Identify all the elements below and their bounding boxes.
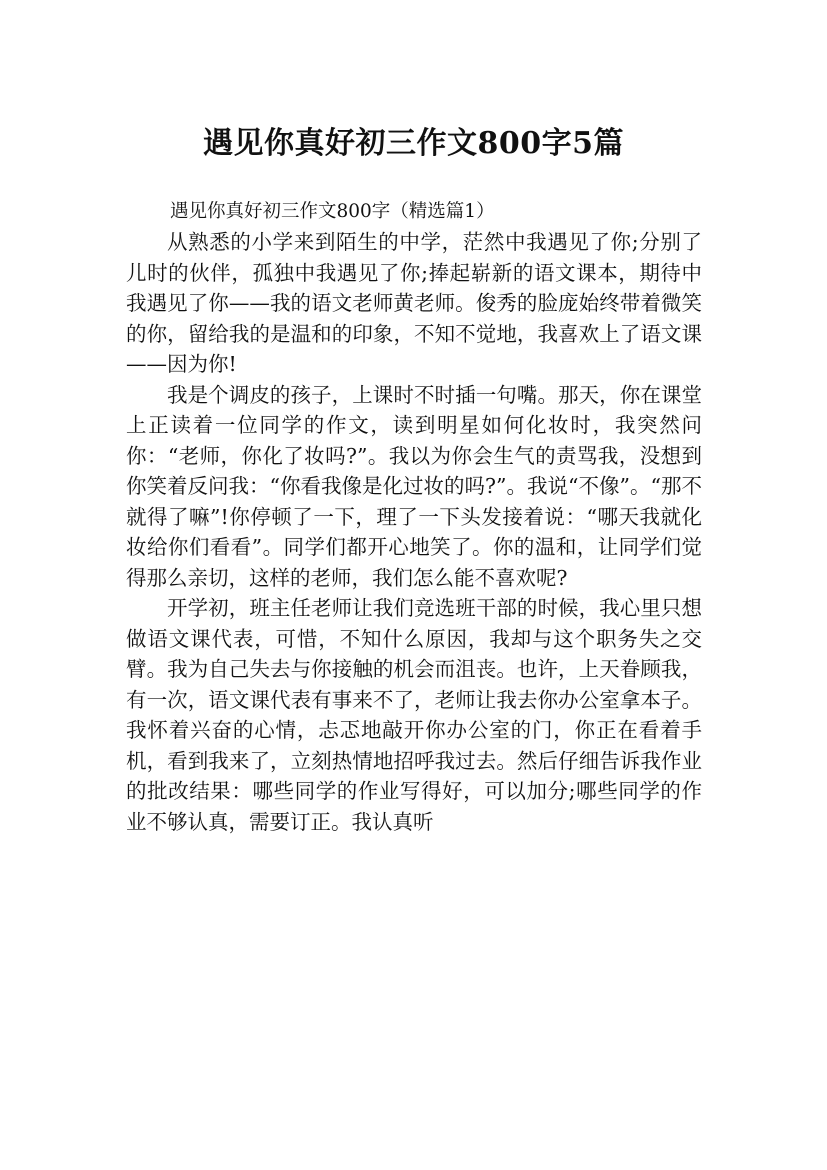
essay-heading: 遇见你真好初三作文800字（精选篇1）	[170, 201, 495, 222]
document-body	[126, 197, 702, 837]
document-title: 遇见你真好初三作文800字5篇	[203, 126, 624, 162]
paragraph-1: 从熟悉的小学来到陌生的中学，茫然中我遇见了你;分别了儿时的伙伴，孤独中我遇见了你;捧起崭新的语文课本，期待中我遇见了你——我的语文老师黄老师。俊秀的脸庞始终带着微笑的你，留给我的是温和的印象，不知不觉地，我喜欢上了语文课——因为你!	[126, 230, 702, 376]
paragraph-3: 开学初，班主任老师让我们竞选班干部的时候，我心里只想做语文课代表，可惜，不知什么原因，我却与这个职务失之交臂。我为自己失去与你接触的机会而沮丧。也许，上天眷顾我，有一次，语文课代表有事来不了，老师让我去你办公室拿本子。我怀着兴奋的心情，忐忑地敲开你办公室的门，你正在看着手机，看到我来了，立刻热情地招呼我过去。然后仔细告诉我作业的批改结果：哪些同学的作业写得好，可以加分;哪些同学的作业不够认真，需要订正。我认真听	[126, 596, 702, 834]
paragraph-2: 我是个调皮的孩子，上课时不时插一句嘴。那天，你在课堂上正读着一位同学的作文，读到明星如何化妆时，我突然问你：“老师，你化了妆吗?”。我以为你会生气的责骂我，没想到你笑着反问我：“你看我像是化过妆的吗?”。我说“不像”。“那不就得了嘛”!你停顿了一下，理了一下头发接着说：“哪天我就化妆给你们看看”。同学们都开心地笑了。你的温和，让同学们觉得那么亲切，这样的老师，我们怎么能不喜欢呢?	[126, 382, 702, 590]
